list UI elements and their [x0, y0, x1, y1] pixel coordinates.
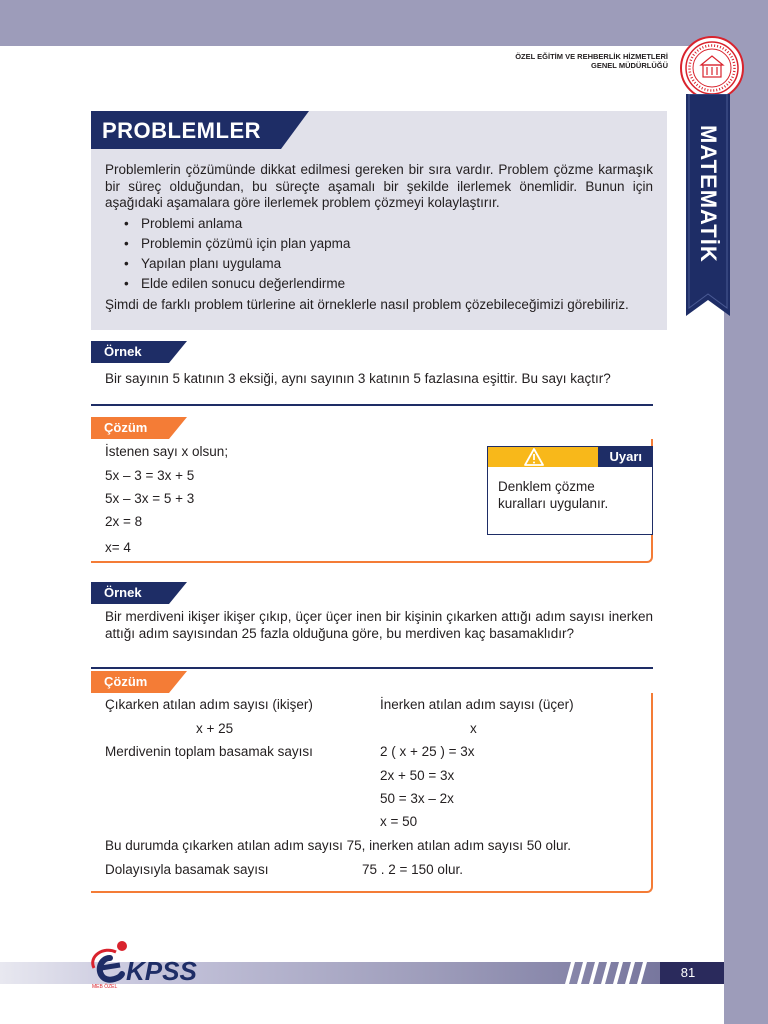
ministry-logo [680, 36, 744, 100]
solution-2-right-line: 50 = 3x – 2x [380, 791, 454, 806]
ministry-seal-icon [684, 40, 740, 96]
solution-1-line: x= 4 [105, 540, 131, 555]
warning-box [487, 446, 653, 535]
solution-2-right-line: x [470, 721, 477, 736]
solution-1-line: İstenen sayı x olsun; [105, 444, 229, 459]
solution-1-line: 5x – 3 = 3x + 5 [105, 468, 195, 483]
solution-2-right-line: 2 ( x + 25 ) = 3x [380, 744, 475, 759]
example-2-question: Bir merdiveni ikişer ikişer çıkıp, üçer üçer inen bir kişinin çıkarken attığı adım sayısı inerken attığı adım sayısından 25 fazla olduğuna göre, bu merdiven kaç basamaklıdır? [105, 609, 653, 641]
warning-triangle-icon [524, 448, 544, 466]
warning-text-line: kuralları uygulanır. [498, 496, 609, 511]
solution-2-left-line: Merdivenin toplam basamak sayısı [105, 744, 313, 759]
org-line-2: GENEL MÜDÜRLÜĞÜ [591, 61, 668, 70]
solution-2-right-line: x = 50 [380, 814, 418, 829]
brand-small-text: MEB ÖZEL [92, 984, 118, 990]
warning-label: Uyarı [609, 449, 642, 464]
step-item: • Elde edilen sonucu değerlendirme [120, 274, 350, 294]
solution-1-label: Çözüm [104, 420, 148, 435]
step-item: • Problemin çözümü için plan yapma [120, 234, 350, 254]
solution-2-final-value: 75 . 2 = 150 olur. [362, 862, 463, 877]
example-1-underline [91, 404, 653, 406]
intro-paragraph: Problemlerin çözümünde dikkat edilmesi gereken bir sıra vardır. Problem çözme karmaşık bir süreç olduğundan, bu süreçte aşamalı bir şekilde ilerlemek önemlidir. Bunun için aşağıdaki aşamalara göre ilerlemek problem çözmeyi kolaylaştırır. [105, 162, 653, 210]
solution-2-left-line: x + 25 [196, 721, 234, 736]
example-2-underline [91, 667, 653, 669]
subject-tab-label: MATEMATİK [696, 125, 721, 263]
page-number: 81 [680, 965, 696, 980]
step-item: • Yapılan planı uygulama [120, 254, 350, 274]
solution-2-right-line: İnerken atılan adım sayısı (üçer) [380, 697, 574, 712]
section-title: PROBLEMLER [102, 118, 261, 143]
intro-outro: Şimdi de farklı problem türlerine ait örneklerle nasıl problem çözebileceğimizi görebiliriz. [105, 297, 629, 312]
warning-text-line: Denklem çözme [498, 479, 595, 494]
warning-text [498, 478, 608, 512]
example-1-question: Bir sayının 5 katının 3 eksiği, aynı sayının 3 katının 5 fazlasına eşittir. Bu sayı kaçtır? [105, 371, 611, 386]
steps-list [120, 214, 350, 294]
kpss-logo [86, 938, 210, 990]
step-item: • Problemi anlama [120, 214, 350, 234]
solution-2-conclusion: Bu durumda çıkarken atılan adım sayısı 75, inerken atılan adım sayısı 50 olur. [105, 838, 571, 853]
solution-2-left-line: Çıkarken atılan adım sayısı (ikişer) [105, 697, 313, 712]
solution-1-line: 2x = 8 [105, 514, 143, 529]
solution-2-label: Çözüm [104, 674, 148, 689]
example-2-label: Örnek [104, 585, 142, 600]
org-line-1: ÖZEL EĞİTİM VE REHBERLİK HİZMETLERİ [515, 52, 668, 61]
org-header [515, 52, 668, 70]
solution-2-final-label: Dolayısıyla basamak sayısı [105, 862, 269, 877]
brand-text: KPSS [126, 956, 197, 986]
solution-2-right-line: 2x + 50 = 3x [380, 768, 455, 783]
example-1-label: Örnek [104, 344, 142, 359]
solution-1-line: 5x – 3x = 5 + 3 [105, 491, 195, 506]
footer-stripes [565, 962, 660, 984]
